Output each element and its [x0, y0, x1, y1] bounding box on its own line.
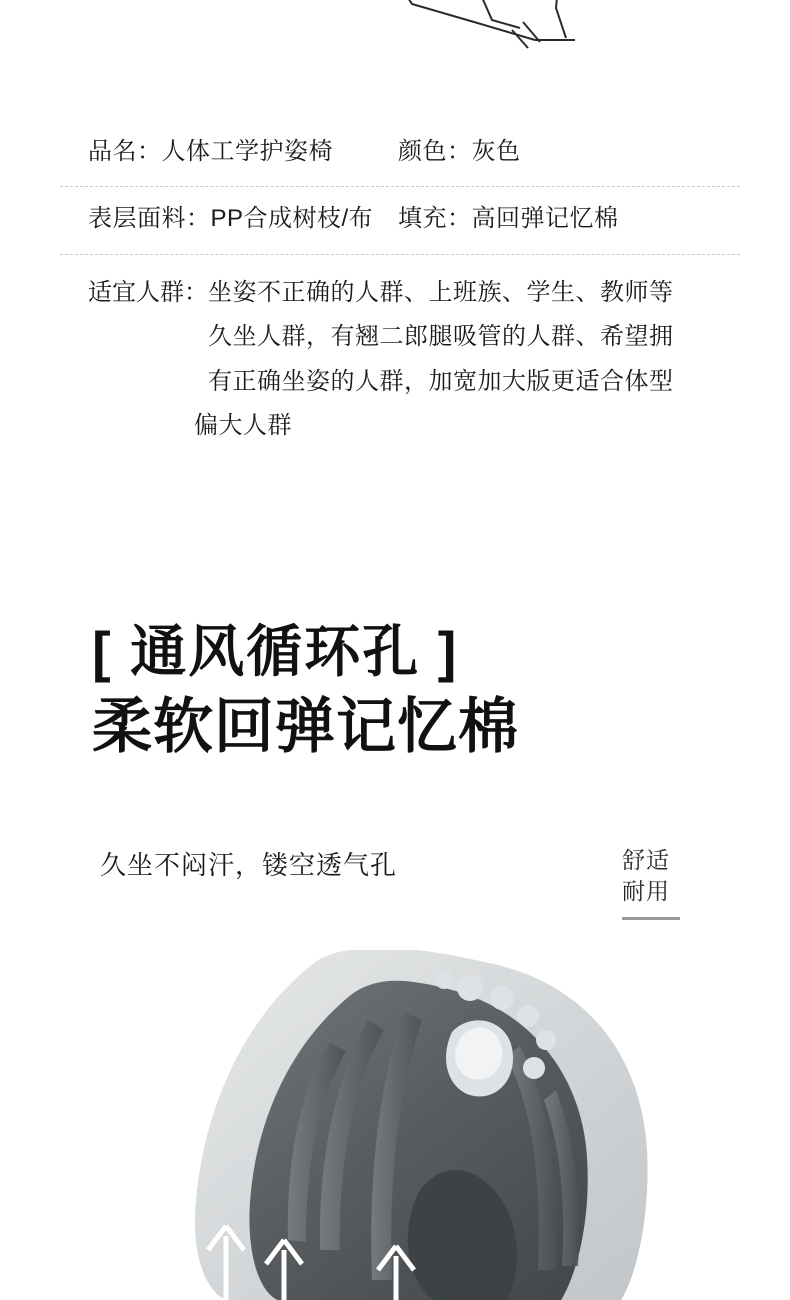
divider [622, 917, 680, 920]
page-title [92, 620, 732, 761]
table-row [60, 136, 740, 187]
spec-name-value: 品名：人体工学护姿椅 [88, 138, 333, 165]
product-photo-svg [0, 950, 790, 1300]
table-row [60, 203, 740, 254]
headline-line-2: 柔软回弹记忆棉 [92, 693, 519, 761]
spec-audience-line: 偏大人群 [194, 411, 292, 439]
spec-audience-line: 有正确坐姿的人群，加宽加大版更适合体型 [208, 367, 674, 395]
spec-audience-row [60, 271, 740, 449]
spec-audience-line: 久坐人群，有翘二郎腿吸管的人群、希望拥 [208, 323, 674, 351]
spec-audience-body [194, 271, 708, 449]
spec-filling-value: 填充：高回弹记忆棉 [398, 205, 619, 233]
diagram-lines-svg [0, 0, 790, 60]
spec-audience-line: 坐姿不正确的人群、上班族、学生、教师等 [208, 278, 674, 306]
spec-fabric-value: 表层面料：PP合成树枝/布 [88, 205, 374, 233]
headline-subline: 久坐不闷汗，镂空透气孔 [100, 850, 398, 880]
spec-color-value: 颜色：灰色 [398, 138, 521, 165]
diagram-lines-fragment [0, 0, 790, 60]
side-tag-line-1: 舒适 [622, 847, 670, 873]
spec-audience-label: 适宜人群： [88, 278, 208, 306]
side-tag-line-2: 耐用 [622, 878, 670, 905]
side-tag [622, 845, 684, 920]
spec-table [60, 136, 740, 448]
product-photo [0, 950, 790, 1300]
headline-line-1: [ 通风循环孔 ] [92, 620, 459, 683]
